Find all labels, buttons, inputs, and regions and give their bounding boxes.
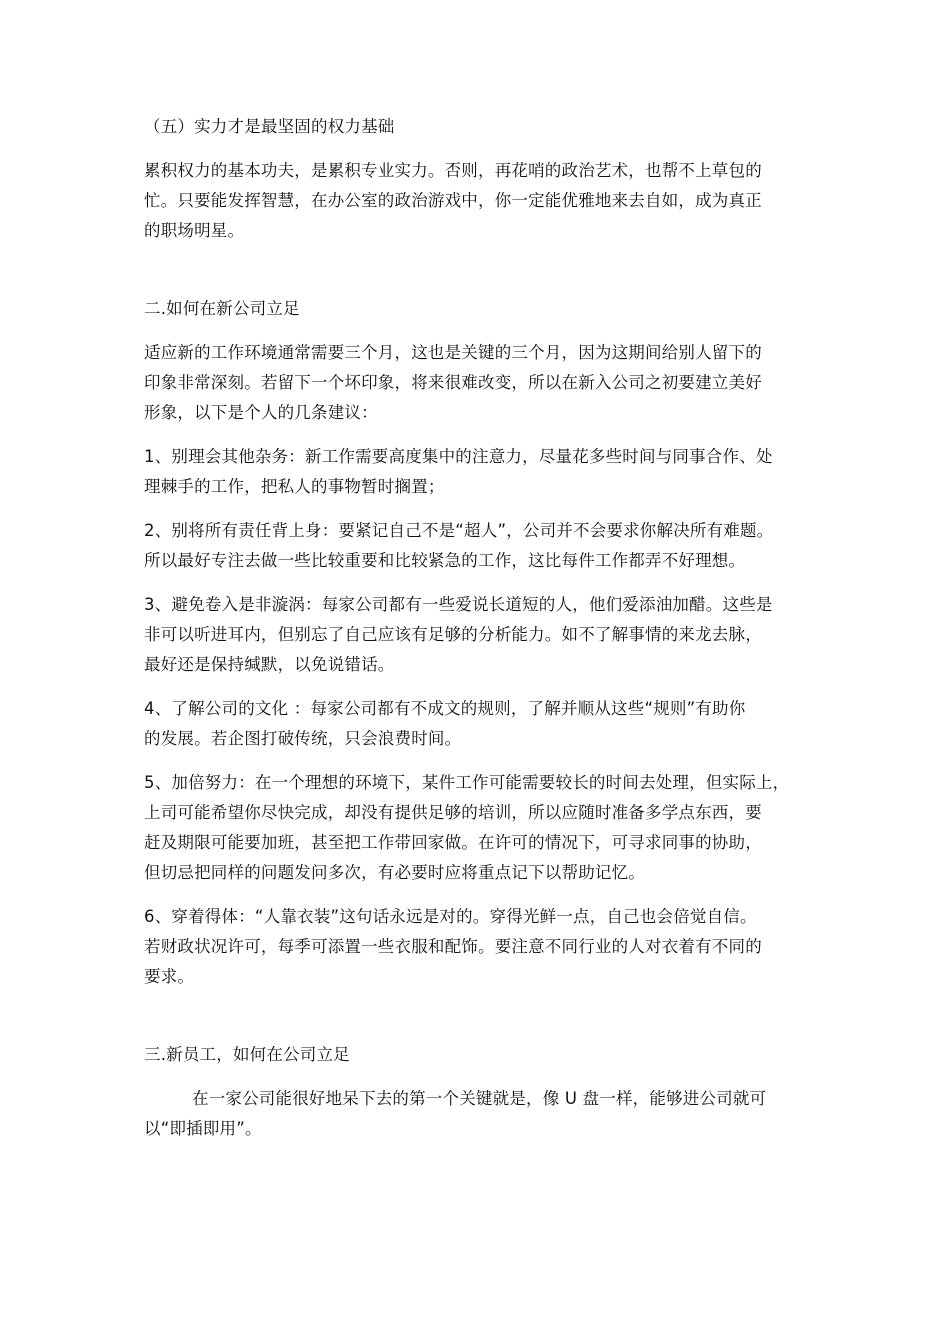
advice-item-1 bbox=[144, 442, 834, 502]
advice-item-4 bbox=[144, 694, 834, 754]
section-two-intro bbox=[144, 338, 834, 428]
text-line: 要求。 bbox=[144, 967, 195, 986]
section-spacer bbox=[144, 260, 834, 294]
heading-line: （五）实力才是最坚固的权力基础 bbox=[144, 117, 395, 136]
text-line: 若财政状况许可，每季可添置一些衣服和配饰。要注意不同行业的人对衣着有不同的 bbox=[144, 937, 762, 956]
text-line: 理棘手的工作，把私人的事物暂时搁置； bbox=[144, 477, 445, 496]
advice-item-5 bbox=[144, 768, 834, 888]
section-three-heading bbox=[144, 1040, 834, 1070]
section-spacer bbox=[144, 1006, 834, 1040]
text-line: 的职场明星。 bbox=[144, 221, 245, 240]
heading-line: 二.如何在新公司立足 bbox=[144, 299, 300, 318]
text-line: 形象，以下是个人的几条建议： bbox=[144, 403, 378, 422]
text-line: 赶及期限可能要加班，甚至把工作带回家做。在许可的情况下，可寻求同事的协助， bbox=[144, 833, 762, 852]
text-line: 6、穿着得体：“人靠衣装”这句话永远是对的。穿得光鲜一点，自己也会倍觉自信。 bbox=[144, 907, 757, 926]
text-line: 的发展。若企图打破传统，只会浪费时间。 bbox=[144, 729, 462, 748]
text-line: 累积权力的基本功夫，是累积专业实力。否则，再花哨的政治艺术，也帮不上草包的 bbox=[144, 161, 762, 180]
text-line: 忙。只要能发挥智慧，在办公室的政治游戏中，你一定能优雅地来去自如，成为真正 bbox=[144, 191, 762, 210]
advice-item-6 bbox=[144, 902, 834, 992]
text-line: 在一家公司能很好地呆下去的第一个关键就是，像 U 盘一样，能够进公司就可 bbox=[192, 1089, 767, 1108]
section-five-paragraph bbox=[144, 156, 834, 246]
text-line: 但切忌把同样的问题发问多次，有必要时应将重点记下以帮助记忆。 bbox=[144, 863, 645, 882]
section-three-paragraph bbox=[144, 1084, 834, 1144]
text-line: 以“即插即用”。 bbox=[144, 1119, 262, 1138]
text-line: 所以最好专注去做一些比较重要和比较紧急的工作，这比每件工作都弄不好理想。 bbox=[144, 551, 746, 570]
heading-line: 三.新员工，如何在公司立足 bbox=[144, 1045, 350, 1064]
section-five-heading bbox=[144, 112, 834, 142]
text-line: 最好还是保持缄默，以免说错话。 bbox=[144, 655, 395, 674]
text-line: 印象非常深刻。若留下一个坏印象，将来很难改变，所以在新入公司之初要建立美好 bbox=[144, 373, 762, 392]
document-body bbox=[144, 112, 834, 1158]
text-line: 4、了解公司的文化 ：每家公司都有不成文的规则，了解并顺从这些“规则”有助你 bbox=[144, 699, 746, 718]
text-line: 非可以听进耳内，但别忘了自己应该有足够的分析能力。如不了解事情的来龙去脉， bbox=[144, 625, 762, 644]
advice-item-2 bbox=[144, 516, 834, 576]
text-line: 3、避免卷入是非漩涡：每家公司都有一些爱说长道短的人，他们爱添油加醋。这些是 bbox=[144, 595, 773, 614]
text-line: 5、加倍努力：在一个理想的环境下，某件工作可能需要较长的时间去处理，但实际上， bbox=[144, 773, 790, 792]
text-line: 2、别将所有责任背上身：要紧记自己不是“超人”，公司并不会要求你解决所有难题。 bbox=[144, 521, 774, 540]
text-line: 适应新的工作环境通常需要三个月，这也是关键的三个月，因为这期间给别人留下的 bbox=[144, 343, 762, 362]
text-line: 1、别理会其他杂务：新工作需要高度集中的注意力，尽量花多些时间与同事合作、处 bbox=[144, 447, 773, 466]
section-two-heading bbox=[144, 294, 834, 324]
text-line: 上司可能希望你尽快完成，却没有提供足够的培训，所以应随时准备多学点东西，要 bbox=[144, 803, 762, 822]
advice-item-3 bbox=[144, 590, 834, 680]
